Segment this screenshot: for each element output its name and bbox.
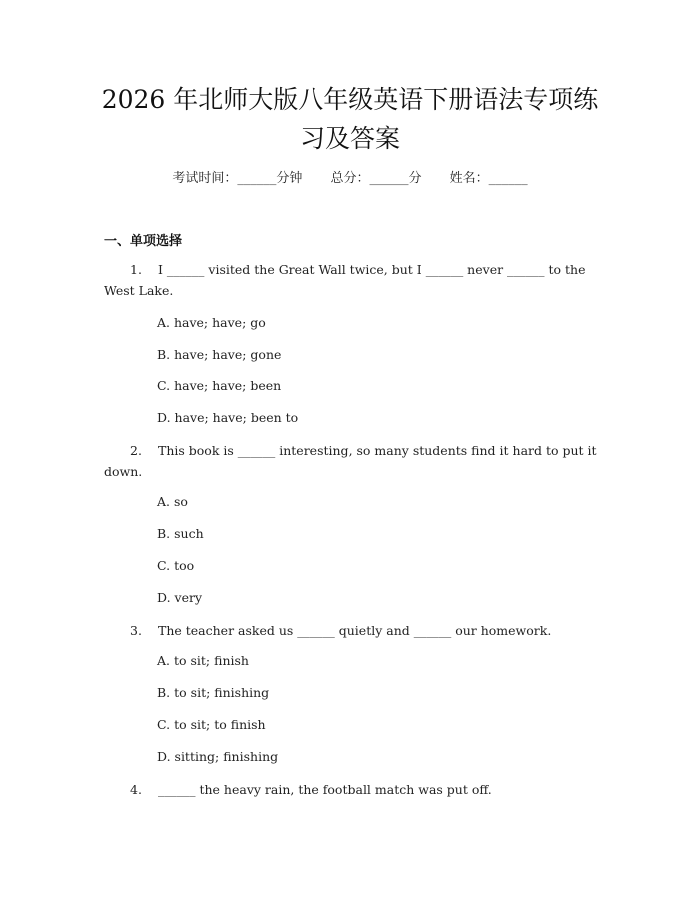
- question-1-number: 1.: [130, 262, 142, 277]
- page-title-line-1: 2026 年北师大版八年级英语下册语法专项练: [101, 85, 599, 114]
- page-title: [90, 80, 610, 158]
- question-1-option-a: A. have; have; go: [157, 315, 266, 330]
- question-3-option-a: A. to sit; finish: [157, 653, 249, 668]
- question-4-text: ______ the heavy rain, the football match was put off.: [158, 782, 492, 797]
- question-4-number: 4.: [130, 782, 142, 797]
- exam-student-name: 姓名：______: [449, 171, 528, 186]
- question-3-number: 3.: [130, 623, 142, 638]
- question-4-stem: [104, 779, 600, 800]
- question-1-text: I ______ visited the Great Wall twice, but I ______ never ______ to the West Lake.: [104, 262, 586, 298]
- question-2-number: 2.: [130, 443, 142, 458]
- question-3-option-d: D. sitting; finishing: [157, 749, 279, 764]
- question-3-stem: [104, 620, 600, 641]
- exam-total-score: 总分：______分: [330, 171, 422, 186]
- exam-info-line: [0, 170, 700, 188]
- question-3-option-b: B. to sit; finishing: [157, 685, 270, 700]
- question-3-text: The teacher asked us ______ quietly and ______ our homework.: [158, 623, 552, 638]
- question-2-stem: [104, 440, 600, 482]
- exam-time: 考试时间：______分钟: [172, 171, 303, 186]
- question-1-option-d: D. have; have; been to: [157, 410, 299, 425]
- question-2-option-b: B. such: [157, 526, 204, 541]
- section-heading: 一、单项选择: [104, 234, 183, 249]
- question-2-option-a: A. so: [157, 494, 188, 509]
- question-2-option-d: D. very: [157, 590, 203, 605]
- question-1-option-c: C. have; have; been: [157, 378, 282, 393]
- question-2-text: This book is ______ interesting, so many students find it hard to put it down.: [104, 443, 597, 479]
- question-1-stem: [104, 259, 600, 301]
- page-title-line-2: 习及答案: [299, 124, 400, 153]
- question-3-option-c: C. to sit; to finish: [157, 717, 266, 732]
- question-2-option-c: C. too: [157, 558, 195, 573]
- question-1-option-b: B. have; have; gone: [157, 347, 282, 362]
